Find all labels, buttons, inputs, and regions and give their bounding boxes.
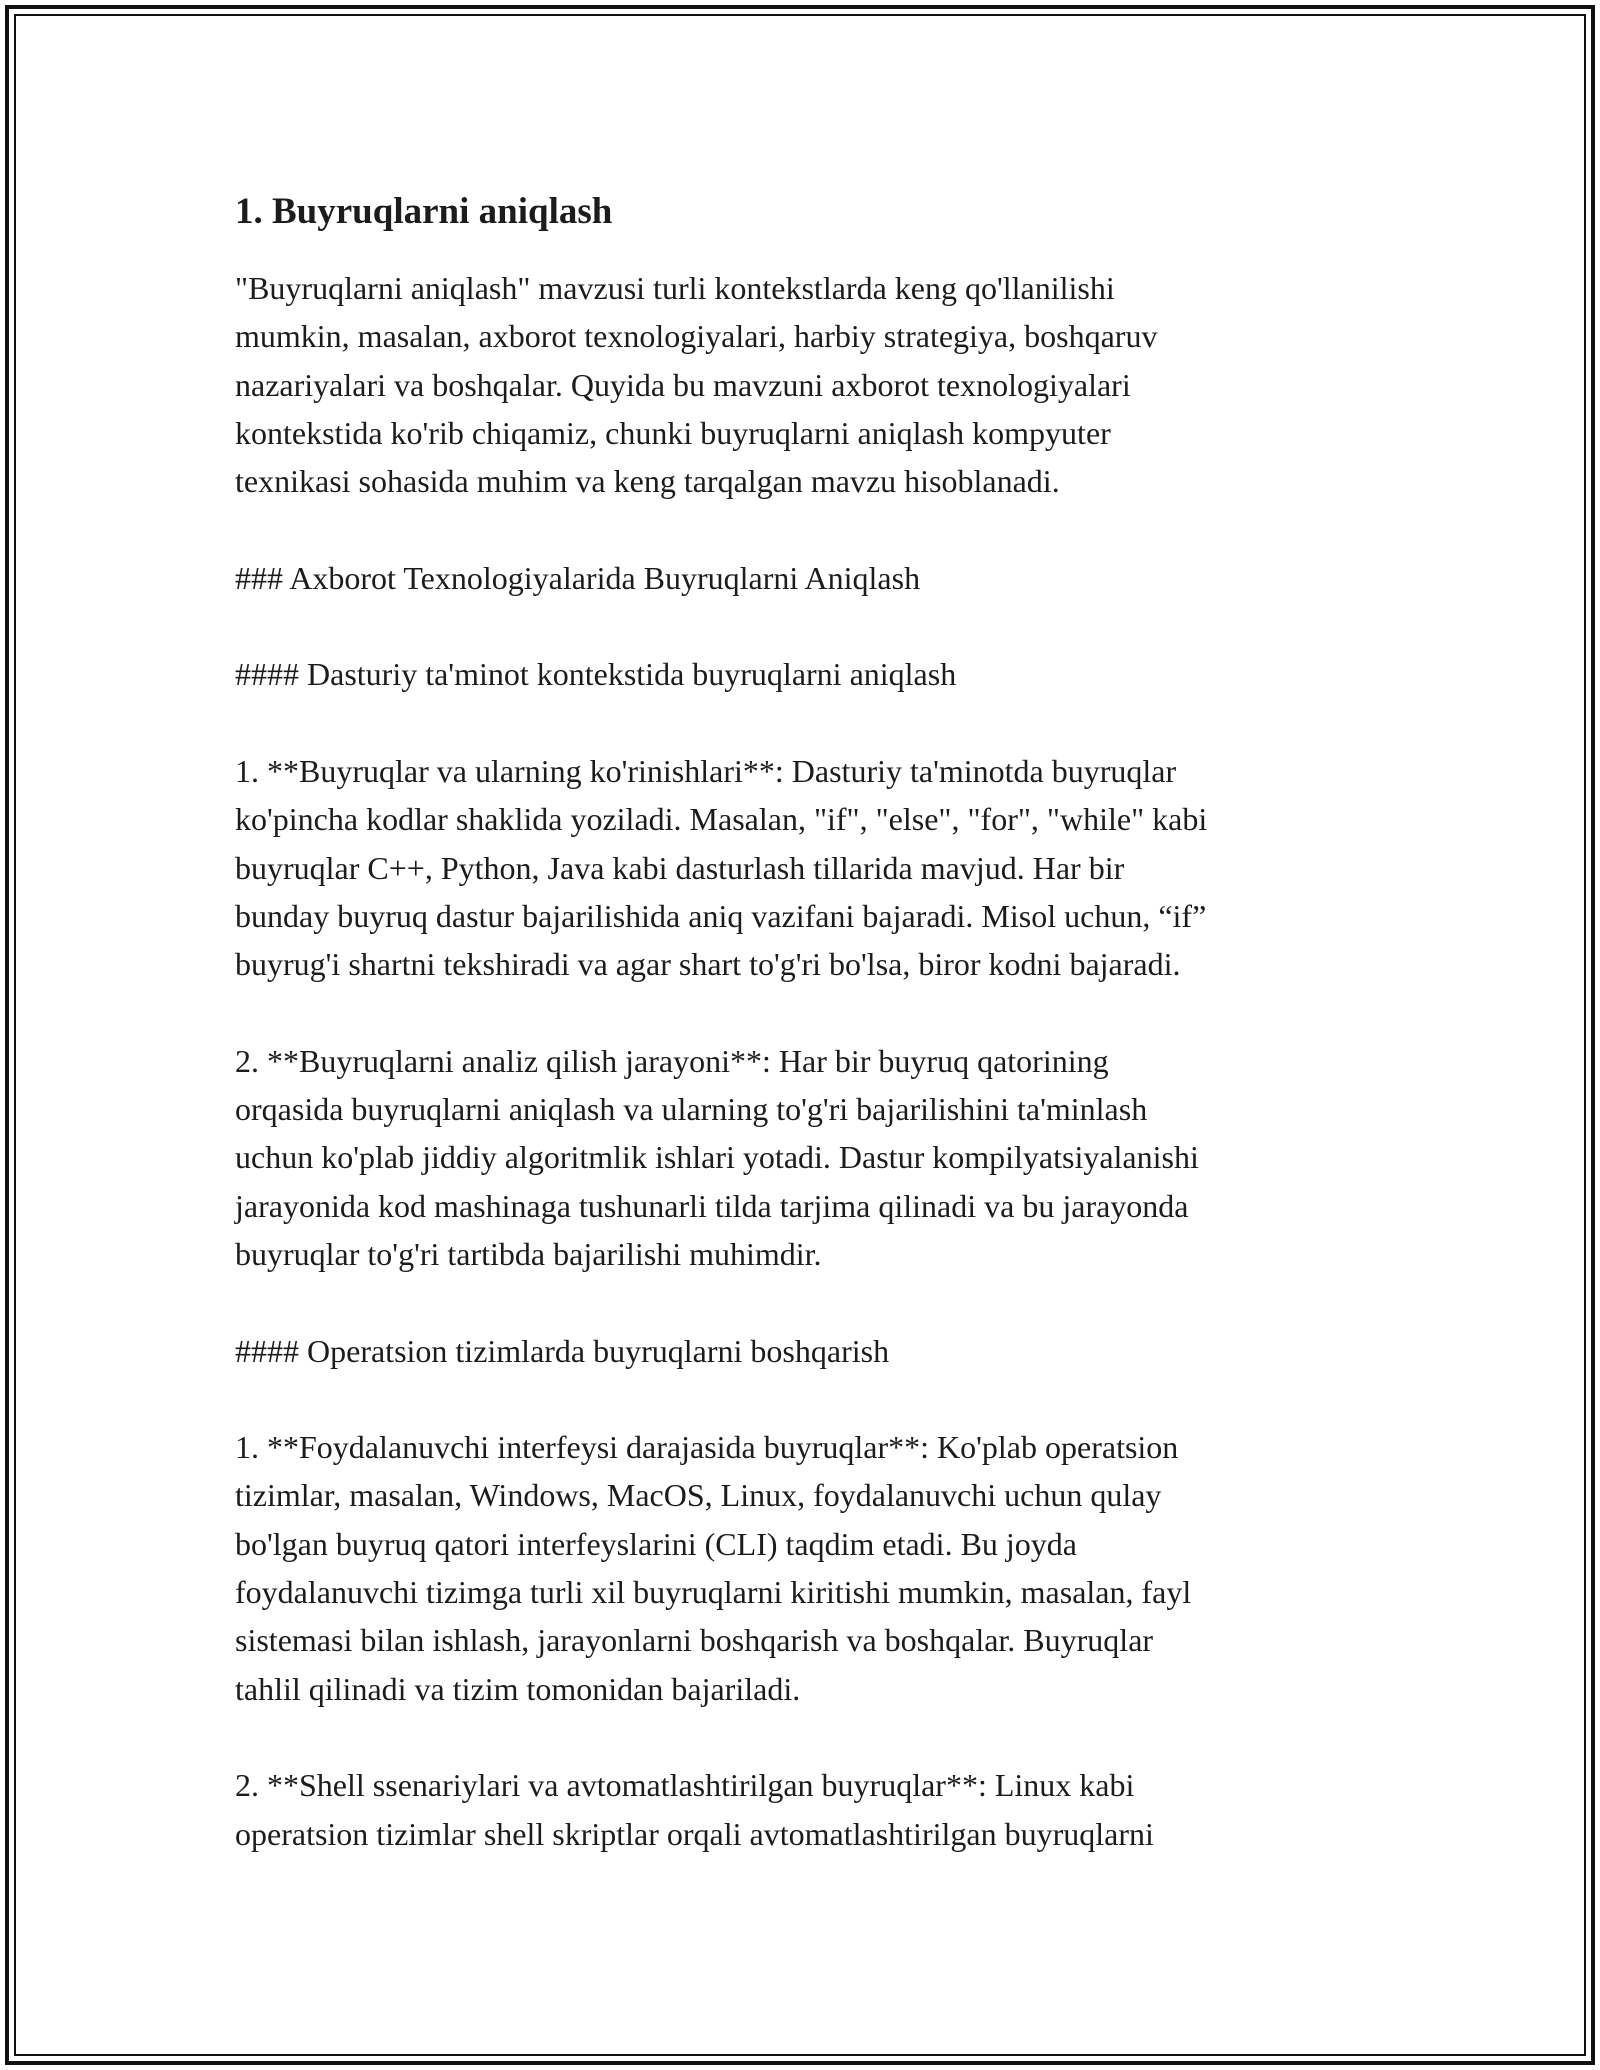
- text-line: #### Dasturiy ta'minot kontekstida buyruqlarni aniqlash: [235, 656, 957, 693]
- text-line: bo'lgan buyruq qatori interfeyslarini (CLI) taqdim etadi. Bu joyda: [235, 1525, 1077, 1562]
- list-item-paragraph: [235, 1423, 1365, 1713]
- text-line: operatsion tizimlar shell skriptlar orqali avtomatlashtirilgan buyruqlarni: [235, 1815, 1154, 1852]
- text-line: "Buyruqlarni aniqlash" mavzusi turli kontekstlarda keng qo'llanilishi: [235, 270, 1115, 306]
- text-line: 2. **Shell ssenariylari va avtomatlashtirilgan buyruqlar**: Linux kabi: [235, 1767, 1135, 1804]
- text-line: ### Axborot Texnologiyalarida Buyruqlarni Aniqlash: [235, 559, 921, 596]
- list-item-paragraph: [235, 1761, 1365, 1858]
- document-body: [235, 190, 1365, 1906]
- text-line: sistemasi bilan ishlash, jarayonlarni boshqarish va boshqalar. Buyruqlar: [235, 1622, 1154, 1659]
- text-line: mumkin, masalan, axborot texnologiyalari, harbiy strategiya, boshqaruv: [235, 318, 1158, 355]
- text-line: buyruqlar C++, Python, Java kabi dasturlash tillarida mavjud. Har bir: [235, 849, 1125, 886]
- text-line: 1. **Buyruqlar va ularning ko'rinishlari**: Dasturiy ta'minotda buyruqlar: [235, 752, 1177, 789]
- text-line: texnikasi sohasida muhim va keng tarqalgan mavzu hisoblanadi.: [235, 463, 1060, 500]
- text-line: foydalanuvchi tizimga turli xil buyruqlarni kiritishi mumkin, masalan, fayl: [235, 1574, 1192, 1611]
- list-item-paragraph: [235, 747, 1365, 988]
- text-line: jarayonida kod mashinaga tushunarli tilda tarjima qilinadi va bu jarayonda: [235, 1187, 1189, 1224]
- subsection-heading-paragraph: [235, 650, 1365, 698]
- subsection-heading-paragraph: [235, 1327, 1365, 1375]
- text-line: kontekstida ko'rib chiqamiz, chunki buyruqlarni aniqlash kompyuter: [235, 414, 1111, 451]
- text-line: nazariyalari va boshqalar. Quyida bu mavzuni axborot texnologiyalari: [235, 366, 1131, 403]
- section-heading-paragraph: [235, 554, 1365, 602]
- text-line: ko'pincha kodlar shaklida yoziladi. Masalan, "if", "else", "for", "while" kabi: [235, 801, 1208, 838]
- document-title: 1. Buyruqlarni aniqlash: [235, 191, 613, 232]
- intro-paragraph: [235, 264, 1365, 505]
- text-line: uchun ko'plab jiddiy algoritmlik ishlari yotadi. Dastur kompilyatsiyalanishi: [235, 1139, 1199, 1176]
- text-line: 2. **Buyruqlarni analiz qilish jarayoni**: Har bir buyruq qatorining: [235, 1042, 1109, 1079]
- text-line: orqasida buyruqlarni aniqlash va ularning to'g'ri bajarilishini ta'minlash: [235, 1091, 1148, 1128]
- text-line: bunday buyruq dastur bajarilishida aniq vazifani bajaradi. Misol uchun, “if”: [235, 897, 1207, 934]
- text-line: #### Operatsion tizimlarda buyruqlarni boshqarish: [235, 1332, 890, 1369]
- text-line: 1. **Foydalanuvchi interfeysi darajasida buyruqlar**: Ko'plab operatsion: [235, 1429, 1179, 1466]
- text-line: tahlil qilinadi va tizim tomonidan bajariladi.: [235, 1670, 801, 1707]
- text-line: buyrug'i shartni tekshiradi va agar shart to'g'ri bo'lsa, biror kodni bajaradi.: [235, 946, 1181, 983]
- list-item-paragraph: [235, 1037, 1365, 1278]
- text-line: tizimlar, masalan, Windows, MacOS, Linux, foydalanuvchi uchun qulay: [235, 1477, 1162, 1514]
- text-line: buyruqlar to'g'ri tartibda bajarilishi muhimdir.: [235, 1235, 822, 1272]
